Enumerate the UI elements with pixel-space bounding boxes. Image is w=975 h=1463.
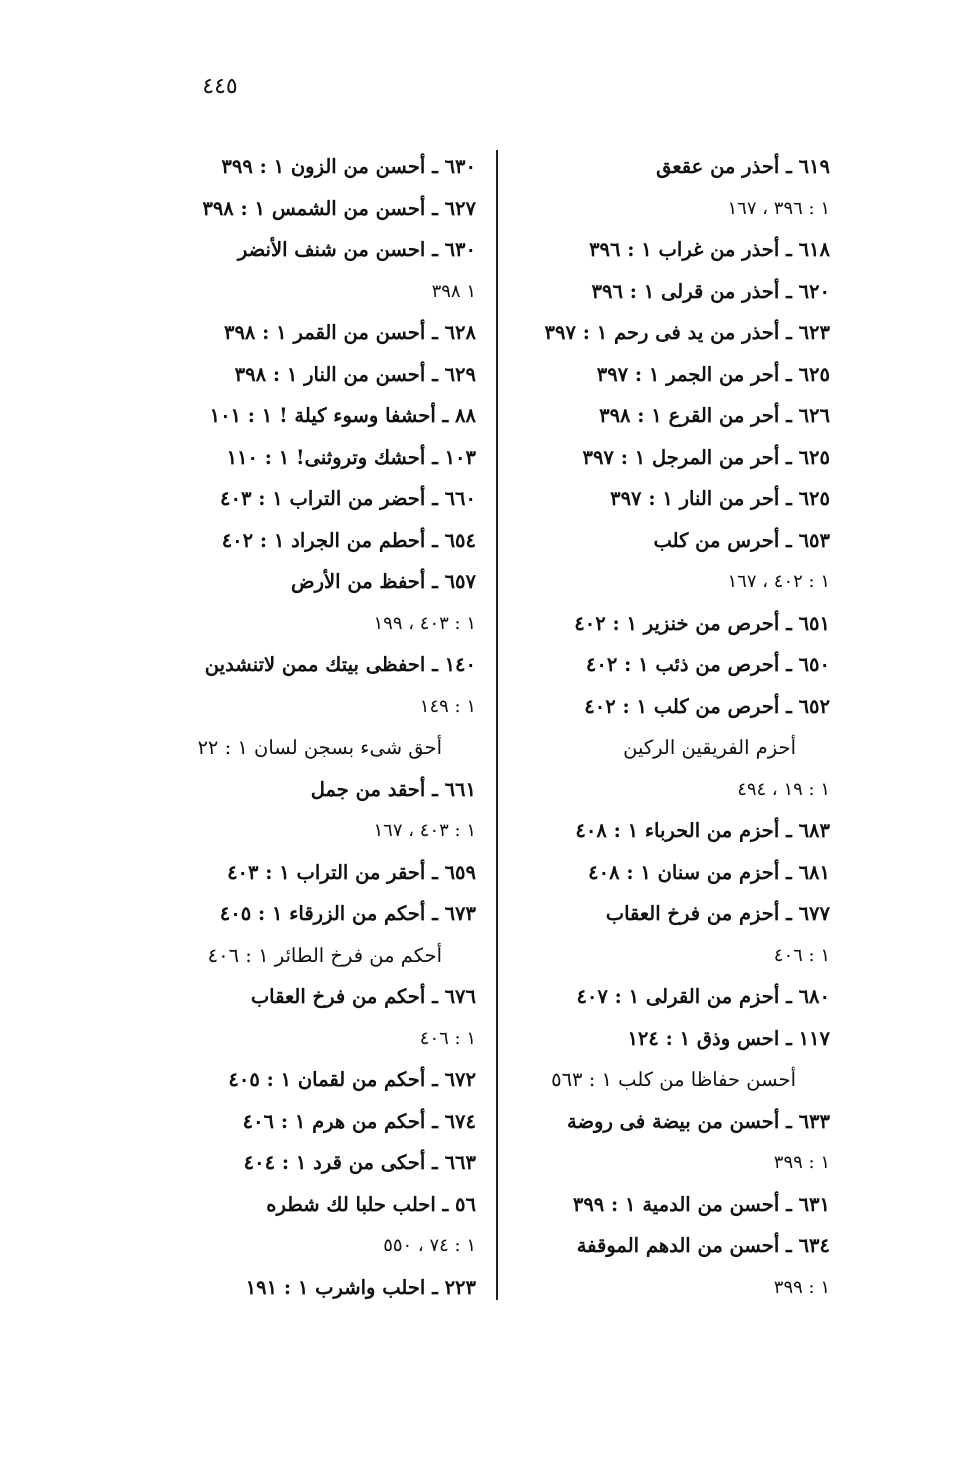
index-entry: ٦٣٣ ـ أحسن من بيضة فى روضة bbox=[567, 1109, 830, 1133]
index-entry: ٦٥٧ ـ أحفظ من الأرض bbox=[291, 570, 476, 593]
index-entry: ٨٨ ـ أحشفا وسوء كيلة ! ١ : ١٠١ bbox=[209, 404, 476, 427]
index-entry: أحسن حفاظا من كلب ١ : ٥٦٣ bbox=[551, 1068, 796, 1091]
index-entry: ٦١٨ ـ أحذر من غراب ١ : ٣٩٦ bbox=[589, 238, 830, 261]
index-entry: ١ : ٣٩٩ bbox=[773, 1152, 830, 1173]
index-entry: ٦٦٠ ـ أحضر من التراب ١ : ٤٠٣ bbox=[220, 487, 476, 510]
index-entry: ٦٢٥ ـ أحر من النار ١ : ٣٩٧ bbox=[610, 487, 830, 510]
index-entry: ٢٢٣ ـ احلب واشرب ١ : ١٩١ bbox=[245, 1275, 476, 1299]
index-entry: ٦٧٢ ـ أحكم من لقمان ١ : ٤٠٥ bbox=[228, 1068, 476, 1091]
index-column-right bbox=[520, 146, 830, 1308]
index-entry: ٦٧٦ ـ أحكم من فرخ العقاب bbox=[250, 985, 476, 1008]
index-entry: ٦٥١ ـ أحرص من خنزير ١ : ٤٠٢ bbox=[574, 611, 830, 635]
index-entry: ٦٣٠ ـ أحسن من الزون ١ : ٣٩٩ bbox=[221, 155, 476, 178]
index-entry: ٦٣١ ـ أحسن من الدمية ١ : ٣٩٩ bbox=[572, 1192, 830, 1216]
index-entry: ١١٧ ـ احس وذق ١ : ١٢٤ bbox=[627, 1026, 830, 1050]
index-entry: ٦٥٢ ـ أحرص من كلب ١ : ٤٠٢ bbox=[584, 694, 830, 718]
index-entry: ٦٢٨ ـ أحسن من القمر ١ : ٣٩٨ bbox=[223, 321, 476, 344]
index-entry: ٦٣٤ ـ أحسن من الدهم الموقفة bbox=[576, 1234, 830, 1257]
index-entry: ٦٢٣ ـ أحذر من يد فى رحم ١ : ٣٩٧ bbox=[544, 321, 830, 344]
index-entry: ٦٨٣ ـ أحزم من الحرباء ١ : ٤٠٨ bbox=[575, 819, 830, 842]
index-entry: ٦٥٤ ـ أحطم من الجراد ١ : ٤٠٢ bbox=[221, 528, 476, 552]
column-divider bbox=[496, 150, 498, 1300]
index-entry: ٦٧٤ ـ أحكم من هرم ١ : ٤٠٦ bbox=[242, 1109, 476, 1133]
index-entry: ١ : ٤٠٣ ، ١٩٩ bbox=[373, 612, 476, 634]
page-number: ٤٤٥ bbox=[202, 74, 238, 99]
index-entry: ١ : ١٩ ، ٤٩٤ bbox=[737, 778, 830, 800]
index-entry: ٦٢٩ ـ أحسن من النار ١ : ٣٩٨ bbox=[234, 362, 476, 386]
index-entry: أحق شىء بسجن لسان ١ : ٢٢ bbox=[197, 736, 442, 759]
index-entry: ١ : ٧٤ ، ٥٥٠ bbox=[383, 1235, 476, 1256]
index-entry: ١ : ٤٠٢ ، ١٦٧ bbox=[727, 571, 830, 592]
index-entry: أحكم من فرخ الطائر ١ : ٤٠٦ bbox=[207, 943, 442, 967]
index-entry: ١ : ٤٠٦ bbox=[419, 1027, 476, 1049]
index-entry: ٦٢٠ ـ أحذر من قرلى ١ : ٣٩٦ bbox=[591, 279, 830, 303]
index-entry: ٦٢٥ ـ أحر من المرجل ١ : ٣٩٧ bbox=[582, 445, 830, 469]
index-column-left bbox=[168, 146, 476, 1308]
index-entry: ٦٨١ ـ أحزم من سنان ١ : ٤٠٨ bbox=[588, 860, 830, 884]
index-entry: ٦١٩ ـ أحذر من عقعق bbox=[656, 155, 830, 178]
index-entry: ٦٣٠ ـ احسن من شنف الأنضر bbox=[237, 238, 476, 261]
index-entry: ٥٦ ـ احلب حلبا لك شطره bbox=[266, 1192, 476, 1216]
index-entry: ٦٦٣ ـ أحكى من قرد ١ : ٤٠٤ bbox=[243, 1151, 476, 1174]
index-entry: ٦٦١ ـ أحقد من جمل bbox=[310, 777, 476, 801]
index-entry: أحزم الفريقين الركين bbox=[623, 736, 796, 759]
index-entry: ٦٢٧ ـ أحسن من الشمس ١ : ٣٩٨ bbox=[202, 196, 476, 220]
index-entry: ٦٥٠ ـ أحرص من ذئب ١ : ٤٠٢ bbox=[585, 653, 830, 676]
index-entry: ٦٧٣ ـ أحكم من الزرقاء ١ : ٤٠٥ bbox=[219, 902, 476, 925]
index-entry: ٦٢٦ ـ أحر من القرع ١ : ٣٩٨ bbox=[599, 404, 830, 427]
index-entry: ٦٥٩ ـ أحقر من التراب ١ : ٤٠٣ bbox=[227, 860, 476, 884]
index-entry: ٦٨٠ ـ أحزم من القرلى ١ : ٤٠٧ bbox=[576, 985, 830, 1008]
index-entry: ١ : ٣٩٦ ، ١٦٧ bbox=[727, 197, 830, 219]
index-entry: ١ : ١٤٩ bbox=[419, 695, 476, 717]
index-entry: ٦٧٧ ـ أحزم من فرخ العقاب bbox=[605, 902, 830, 925]
index-entry: ١ : ٣٩٩ bbox=[773, 1276, 830, 1298]
index-entry: ١٤٠ ـ احفظى بيتك ممن لاتنشدين bbox=[204, 653, 476, 676]
index-entry: ٦٥٣ ـ أحرس من كلب bbox=[653, 528, 830, 552]
index-entry: ٦٢٥ ـ أحر من الجمر ١ : ٣٩٧ bbox=[596, 362, 830, 386]
index-entry: ١ : ٤٠٣ ، ١٦٧ bbox=[373, 820, 476, 841]
index-entry: ١ : ٤٠٦ bbox=[773, 944, 830, 966]
index-entry: ١ ٣٩٨ bbox=[431, 280, 476, 302]
index-entry: ١٠٣ ـ أحشك وتروثنى! ١ : ١١٠ bbox=[226, 445, 476, 469]
